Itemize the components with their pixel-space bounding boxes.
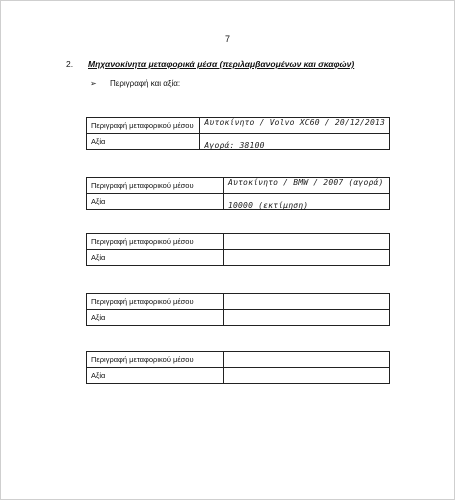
value-row <box>87 368 390 384</box>
vehicle-table-2 <box>86 177 390 210</box>
bullet-text: Περιγραφή και αξία: <box>110 79 181 88</box>
description-row <box>87 352 390 368</box>
value-handwriting: Αγορά: 38100 <box>204 141 265 150</box>
section-number: 2. <box>66 59 74 69</box>
description-label: Περιγραφή μεταφορικού μέσου <box>87 178 224 194</box>
value-label: Αξία <box>87 310 224 326</box>
value-label: Αξία <box>87 134 200 150</box>
value-label: Αξία <box>87 250 224 266</box>
description-row <box>87 178 390 194</box>
description-label: Περιγραφή μεταφορικού μέσου <box>87 234 224 250</box>
description-label: Περιγραφή μεταφορικού μέσου <box>87 352 224 368</box>
value-field[interactable] <box>224 250 390 266</box>
description-handwriting: Αυτοκίνητο / BMW / 2007 (αγορά) <box>228 178 384 187</box>
section-heading <box>66 59 354 69</box>
bullet-line <box>90 79 180 88</box>
description-field[interactable] <box>224 234 390 250</box>
value-field[interactable] <box>224 368 390 384</box>
description-field[interactable] <box>200 118 390 134</box>
vehicle-table-1 <box>86 117 390 150</box>
section-title: Μηχανοκίνητα μεταφορικά μέσα (περιλαμβανομένων και σκαφών) <box>88 59 355 69</box>
value-label: Αξία <box>87 194 224 210</box>
value-handwriting: 10000 (εκτίμηση) <box>228 201 309 210</box>
value-label: Αξία <box>87 368 224 384</box>
value-field[interactable] <box>224 310 390 326</box>
description-row <box>87 118 390 134</box>
value-field[interactable] <box>224 194 390 210</box>
description-handwriting: Αυτοκίνητο / Volvo XC60 / 20/12/2013 <box>204 118 385 127</box>
description-row <box>87 234 390 250</box>
value-row <box>87 194 390 210</box>
value-row <box>87 310 390 326</box>
description-field[interactable] <box>224 178 390 194</box>
description-label: Περιγραφή μεταφορικού μέσου <box>87 294 224 310</box>
description-field[interactable] <box>224 352 390 368</box>
vehicle-table-3 <box>86 233 390 266</box>
page-number: 7 <box>224 34 230 44</box>
description-label: Περιγραφή μεταφορικού μέσου <box>87 118 200 134</box>
description-row <box>87 294 390 310</box>
value-field[interactable] <box>200 134 390 150</box>
description-field[interactable] <box>224 294 390 310</box>
value-row <box>87 250 390 266</box>
arrow-bullet-icon: ➢ <box>90 79 97 88</box>
vehicle-table-5 <box>86 351 390 384</box>
value-row <box>87 134 390 150</box>
vehicle-table-4 <box>86 293 390 326</box>
